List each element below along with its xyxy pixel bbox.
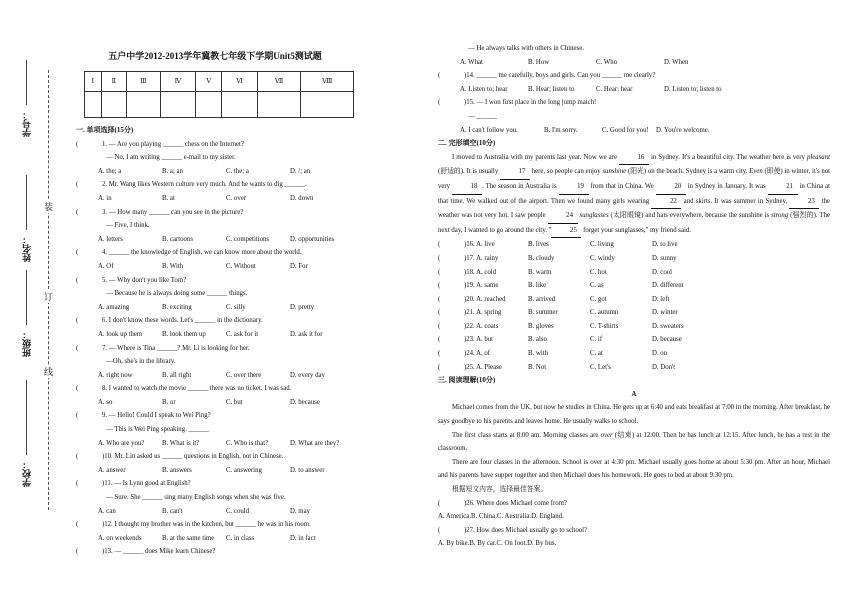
option[interactable]: B. How bbox=[528, 58, 550, 66]
answer-paren[interactable]: ( bbox=[76, 276, 79, 284]
cloze-question bbox=[438, 279, 830, 293]
cloze-question bbox=[438, 293, 830, 307]
option[interactable]: )23. A. but bbox=[464, 336, 494, 344]
score-header: Ⅵ bbox=[222, 72, 257, 92]
option[interactable]: A. so bbox=[98, 398, 113, 406]
option[interactable]: C. Hear; hear bbox=[596, 85, 633, 93]
option[interactable]: C. Who bbox=[596, 58, 618, 66]
option[interactable]: B. Hear; listen to bbox=[528, 85, 575, 93]
option[interactable]: D. to live bbox=[652, 241, 678, 249]
answer-paren[interactable]: ( bbox=[438, 363, 441, 371]
option[interactable]: )16. A. live bbox=[464, 241, 495, 249]
option[interactable]: )21. A. spring bbox=[464, 309, 502, 317]
score-cell[interactable] bbox=[301, 92, 354, 118]
option[interactable]: C. if bbox=[590, 336, 603, 344]
option[interactable]: D. every day bbox=[290, 371, 325, 379]
name-label: 姓名： bbox=[22, 235, 32, 262]
answer-paren[interactable]: ( bbox=[76, 480, 79, 488]
answer-paren[interactable]: ( bbox=[76, 385, 79, 393]
question-text: 9. — Hello! Could I speak to Wei Ping? bbox=[102, 412, 211, 420]
cloze-question bbox=[438, 306, 830, 320]
answer-paren[interactable]: ( bbox=[438, 295, 441, 303]
option[interactable]: D. different bbox=[652, 282, 684, 290]
question-stem bbox=[438, 497, 830, 511]
name-field[interactable] bbox=[26, 175, 27, 230]
text: . The season in Australia is bbox=[482, 182, 559, 190]
option[interactable]: C. hot bbox=[590, 268, 607, 276]
score-header: Ⅷ bbox=[301, 72, 354, 92]
option[interactable]: B. at bbox=[162, 194, 175, 202]
option[interactable]: A. By bike. bbox=[438, 540, 470, 548]
text: and skirts. It was summer in Sydney, bbox=[681, 197, 790, 205]
binding-margin bbox=[0, 0, 70, 608]
option[interactable]: C. over there bbox=[226, 371, 262, 379]
option[interactable]: B. warm bbox=[528, 268, 552, 276]
option[interactable]: D. By bus. bbox=[527, 540, 557, 548]
passage-label: A bbox=[631, 390, 637, 398]
option[interactable]: B. By car. bbox=[469, 540, 497, 548]
score-header: Ⅴ bbox=[195, 72, 222, 92]
question-follow: — He always talks with others in Chinese. bbox=[468, 45, 584, 52]
options-row bbox=[76, 505, 354, 519]
score-cell[interactable] bbox=[257, 92, 301, 118]
option[interactable]: A. in bbox=[98, 194, 112, 202]
option[interactable]: C. but bbox=[226, 398, 243, 406]
answer-paren[interactable]: ( bbox=[76, 344, 79, 352]
reading-paragraph: Michael comes from the UK, but now he studies in China. He gets up at 6:40 and eats breakfast at 7:00 in the morning. After breakfast, he says goodbye to his parents and leaves home. He usually walks to school. bbox=[438, 404, 830, 426]
option[interactable]: B. With bbox=[162, 262, 184, 270]
section-heading: 二. 完形填空(10分) bbox=[438, 139, 496, 148]
option[interactable]: B. cloudy bbox=[528, 254, 555, 262]
reading-paragraph: There are four classes in the afternoon. School is over at 4:30 pm. Michael usually goes home at about 5:30 pm. After an hour, Michael and his parents have supper together and then Michael does his homework. He goes to bed at about 9:30 pm. bbox=[438, 458, 830, 480]
question-follow: — ______ bbox=[468, 112, 497, 120]
option[interactable]: B. Not bbox=[528, 363, 547, 371]
option[interactable]: C. over bbox=[226, 194, 247, 202]
option[interactable]: )20. A. reached bbox=[464, 295, 506, 303]
answer-paren[interactable]: ( bbox=[438, 282, 441, 290]
bind-mark: 装 bbox=[44, 202, 54, 212]
question-follow: — Five, I think. bbox=[106, 222, 150, 230]
section-heading: 三. 阅读理解(10分) bbox=[438, 376, 496, 385]
option[interactable]: B. gloves bbox=[528, 322, 554, 330]
option[interactable]: A. look up them bbox=[98, 330, 143, 338]
option[interactable]: A. can bbox=[98, 507, 116, 515]
question-stem: ( )15. — I won first place in the long jump match! bbox=[438, 99, 597, 107]
answer-paren[interactable]: ( bbox=[438, 268, 441, 276]
option[interactable]: A. right now bbox=[98, 371, 133, 379]
question-stem bbox=[438, 524, 830, 538]
option[interactable]: B. with bbox=[528, 350, 549, 358]
blank-number: 24 bbox=[548, 209, 578, 224]
section1-questions bbox=[76, 138, 354, 559]
question-text: 7. — Where is Tina ______? Mr. Li is looking for her. bbox=[102, 344, 250, 352]
question-text: )11. — Is Lynn good at English? bbox=[102, 480, 191, 488]
option[interactable]: B. cartoons bbox=[162, 235, 193, 243]
score-header: Ⅱ bbox=[101, 72, 126, 92]
text: (阳光) on the beach. Sydney is a warm city. bbox=[626, 168, 750, 176]
section3-questions bbox=[438, 497, 830, 551]
score-header: Ⅲ bbox=[126, 72, 160, 92]
cloze-question bbox=[438, 347, 830, 361]
text: (太阳眼镜) and hats everywhere, because the sunshine is bbox=[608, 212, 772, 220]
answer-paren[interactable]: ( bbox=[438, 241, 441, 249]
answer-paren[interactable]: ( bbox=[438, 526, 441, 534]
options-row bbox=[76, 192, 354, 206]
option[interactable]: B. all right bbox=[162, 371, 192, 379]
text: from that in China. We bbox=[588, 182, 656, 190]
option[interactable]: D. because bbox=[290, 398, 320, 406]
text: (结束) at 12:00. Then he has lunch at 12:15. After lunch, he has a rest in the classroom. bbox=[438, 431, 830, 453]
options-row bbox=[76, 260, 354, 274]
option[interactable]: B. or bbox=[162, 398, 176, 406]
option[interactable]: D. sunny bbox=[652, 254, 677, 262]
school-field[interactable] bbox=[26, 380, 27, 455]
blank-number: 23 bbox=[789, 195, 819, 210]
option[interactable]: D. What are they? bbox=[290, 439, 340, 447]
blank-number: 19 bbox=[559, 180, 589, 195]
option[interactable]: D. on bbox=[652, 350, 668, 358]
answer-paren[interactable]: ( bbox=[76, 181, 79, 189]
score-cell[interactable] bbox=[195, 92, 222, 118]
option[interactable]: B. China. bbox=[471, 513, 497, 521]
option[interactable]: D. ask it for bbox=[290, 330, 323, 338]
school-label: 学校： bbox=[22, 460, 32, 487]
blank-number: 17 bbox=[500, 165, 530, 180]
option[interactable]: C. autumn bbox=[590, 309, 619, 317]
question-follow: — This is Wei Ping speaking. ______ bbox=[106, 426, 209, 434]
left-column bbox=[76, 0, 354, 559]
option[interactable]: A. What bbox=[460, 58, 483, 66]
answer-paren[interactable]: ( bbox=[76, 521, 79, 529]
question-stem bbox=[76, 314, 354, 328]
italic-word: sunshine bbox=[602, 168, 627, 176]
italic-word: strong bbox=[771, 212, 789, 220]
option[interactable]: B. look them up bbox=[162, 330, 206, 338]
answer-paren[interactable]: ( bbox=[76, 412, 79, 420]
question-text: 4. ______ the knowledge of English, we can know more about the world. bbox=[102, 249, 302, 257]
question-stem bbox=[76, 178, 354, 192]
options-row bbox=[438, 124, 830, 138]
answer-paren[interactable]: ( bbox=[438, 350, 441, 358]
text: (即使) in winter, it's not very bbox=[438, 168, 830, 190]
cloze-question bbox=[438, 361, 830, 375]
text: (强烈的). The next day, I wanted to go around the city. " bbox=[438, 212, 830, 234]
options-row bbox=[76, 532, 354, 546]
option[interactable]: C. On foot. bbox=[496, 540, 528, 548]
blank-number: 20 bbox=[656, 180, 686, 195]
answer-paren[interactable]: ( bbox=[438, 254, 441, 262]
class-field[interactable] bbox=[26, 270, 27, 325]
blank-number: 22 bbox=[651, 195, 681, 210]
option[interactable]: D. cool bbox=[652, 268, 673, 276]
bind-mark: 线 bbox=[44, 367, 54, 377]
option[interactable]: C. Who is that? bbox=[226, 439, 269, 447]
option[interactable]: C. Without bbox=[226, 262, 256, 270]
options-row bbox=[76, 464, 354, 478]
options-row bbox=[438, 56, 830, 70]
question-stem bbox=[76, 545, 354, 559]
option[interactable]: C. ask for it bbox=[226, 330, 259, 338]
option[interactable]: D. /; an bbox=[290, 167, 311, 175]
option[interactable]: D. left bbox=[652, 295, 670, 303]
italic-word: Even bbox=[749, 168, 763, 176]
text: I moved to Australia with my parents last year. Now we are bbox=[452, 153, 619, 161]
option[interactable]: C. Good for you! bbox=[602, 126, 649, 134]
section2-questions bbox=[438, 238, 830, 374]
blank-number: 18 bbox=[452, 180, 482, 195]
question-text: )14. ______ me carefully, boys and girls. Can you ______ me clearly? bbox=[464, 72, 656, 80]
option[interactable]: C. T-shirts bbox=[590, 322, 619, 330]
option[interactable]: C. the; a bbox=[226, 167, 249, 175]
text: in China at that time. We walked out of the airport. Then we found many girls wearing bbox=[438, 182, 831, 205]
question-stem bbox=[76, 274, 354, 288]
options-row bbox=[76, 233, 354, 247]
option[interactable]: D. winter bbox=[652, 309, 678, 317]
blank-number: 16 bbox=[619, 151, 649, 166]
question-text: )15. — I won first place in the long jump match! bbox=[464, 99, 597, 107]
cloze-question bbox=[438, 238, 830, 252]
question-stem bbox=[76, 138, 354, 152]
answer-paren[interactable]: ( bbox=[76, 249, 79, 257]
option[interactable]: C. answering bbox=[226, 466, 262, 474]
score-cell[interactable] bbox=[101, 92, 126, 118]
question-text: 2. Mr. Wang likes Western culture very much. And he wants to dig ______. bbox=[102, 181, 307, 189]
text: The first class starts at 8:00 am. Morning classes are bbox=[452, 431, 601, 439]
score-table bbox=[84, 71, 354, 118]
blank-number: 25 bbox=[551, 224, 581, 239]
question-stem bbox=[76, 477, 354, 491]
option[interactable]: A. I can't follow you. bbox=[460, 126, 518, 134]
option[interactable]: A. letters bbox=[98, 235, 123, 243]
options-row bbox=[76, 165, 354, 179]
question-stem bbox=[76, 382, 354, 396]
italic-word: sunglasses bbox=[579, 212, 609, 220]
text: forget your sunglasses," my friend said. bbox=[581, 226, 691, 234]
option[interactable]: A. answer bbox=[98, 466, 126, 474]
question-text: 1. — Are you playing ______ chess on the Internet? bbox=[102, 140, 244, 148]
options-row bbox=[76, 301, 354, 315]
option[interactable]: C. silly bbox=[226, 303, 246, 311]
answer-paren[interactable]: ( bbox=[438, 309, 441, 317]
options-row bbox=[438, 510, 830, 524]
option[interactable]: D. For bbox=[290, 262, 308, 270]
option[interactable]: B. I'm sorry. bbox=[544, 126, 578, 134]
option[interactable]: B. lives bbox=[528, 241, 549, 249]
cloze-question bbox=[438, 252, 830, 266]
question-stem: ( )14. ______ me carefully, boys and girls. Can you ______ me clearly? bbox=[438, 72, 656, 80]
option[interactable]: B. What is it? bbox=[162, 439, 200, 447]
question-stem bbox=[76, 206, 354, 220]
question-text: )27. How does Michael usually go to school? bbox=[464, 526, 588, 534]
options-row bbox=[76, 437, 354, 451]
option[interactable]: D. may bbox=[290, 507, 311, 515]
options-row bbox=[76, 369, 354, 383]
option[interactable]: D. England. bbox=[531, 513, 564, 521]
score-cell[interactable] bbox=[126, 92, 160, 118]
cloze-question bbox=[438, 333, 830, 347]
option[interactable]: D. When bbox=[664, 58, 689, 66]
bind-mark: 订 bbox=[44, 292, 54, 302]
option[interactable]: D. You're welcome. bbox=[656, 126, 710, 134]
option[interactable]: C. at bbox=[590, 350, 603, 358]
score-header: Ⅶ bbox=[257, 72, 301, 92]
instruction: 根据短文内容，选择最佳答案。 bbox=[452, 486, 548, 493]
option[interactable]: A. Who are you? bbox=[98, 439, 145, 447]
option[interactable]: B. at the same time bbox=[162, 534, 215, 542]
option[interactable]: D. to answer bbox=[290, 466, 325, 474]
option[interactable]: B. a; an bbox=[162, 167, 183, 175]
question-text: 6. I don't know these words. Let's ______ in the dictionary. bbox=[102, 317, 263, 325]
option[interactable]: D. because bbox=[652, 336, 682, 344]
score-cell[interactable] bbox=[160, 92, 195, 118]
option[interactable]: )24. A. of bbox=[464, 350, 491, 358]
question-follow: — Because he is always doing some ______ things. bbox=[106, 290, 248, 298]
text: the weather was not very hot. I saw people bbox=[438, 197, 831, 220]
question-text: 8. I wanted to watch the movie ______ there was no ticket. I was sad. bbox=[102, 385, 292, 393]
option[interactable]: C. could bbox=[226, 507, 250, 515]
question-text: 5. — Why don't you like Tom? bbox=[102, 276, 187, 284]
question-stem bbox=[76, 409, 354, 423]
option[interactable]: D. sweaters bbox=[652, 322, 684, 330]
option[interactable]: B. can't bbox=[162, 507, 183, 515]
option[interactable]: C. competitions bbox=[226, 235, 270, 243]
option[interactable]: A. Listen to; hear bbox=[460, 85, 508, 93]
answer-paren[interactable]: ( bbox=[76, 208, 79, 216]
text: over bbox=[600, 431, 613, 439]
options-row bbox=[438, 83, 830, 97]
option[interactable]: C. as bbox=[590, 282, 604, 290]
option[interactable]: )22. A. coats bbox=[464, 322, 499, 330]
option[interactable]: D. opportunities bbox=[290, 235, 335, 243]
option[interactable]: )19. A. same bbox=[464, 282, 499, 290]
option[interactable]: C. Let's bbox=[590, 363, 611, 371]
italic-word: pleasant bbox=[806, 153, 830, 161]
option[interactable]: D. Listen to; listen to bbox=[664, 85, 722, 93]
question-text: 3. — How many ______ can you see in the picture? bbox=[102, 208, 244, 216]
option[interactable]: A. on weekends bbox=[98, 534, 142, 542]
reading-paragraph bbox=[438, 429, 830, 456]
options-row bbox=[438, 537, 830, 551]
blank-number: 21 bbox=[768, 180, 798, 195]
option[interactable]: B. summer bbox=[528, 309, 558, 317]
answer-paren[interactable]: ( bbox=[438, 322, 441, 330]
option[interactable]: B. also bbox=[528, 336, 547, 344]
option[interactable]: A. America. bbox=[438, 513, 472, 521]
option[interactable]: A. Of bbox=[98, 262, 114, 270]
option[interactable]: )18. A. cold bbox=[464, 268, 497, 276]
option[interactable]: )17. A. rainy bbox=[464, 254, 499, 262]
option[interactable]: C. living bbox=[590, 241, 614, 249]
question-stem bbox=[76, 518, 354, 532]
question-stem bbox=[76, 450, 354, 464]
question-follow: — Sure. She ______ sing many English songs when she was five. bbox=[106, 494, 286, 502]
score-header: Ⅰ bbox=[85, 72, 102, 92]
question-stem bbox=[76, 246, 354, 260]
score-cell[interactable] bbox=[85, 92, 102, 118]
page-title: 五户中学2012-2013学年冀教七年级下学期Unit5测试题 bbox=[108, 51, 322, 61]
answer-paren[interactable]: ( bbox=[438, 336, 441, 344]
text: in Sydney. It's a beautiful city. The weather here is very bbox=[649, 153, 807, 161]
option[interactable]: A. the; a bbox=[98, 167, 122, 175]
question-text: )13. — ______ does Mike learn Chinese? bbox=[102, 548, 216, 556]
option[interactable]: D. down bbox=[290, 194, 314, 202]
option[interactable]: B. exciting bbox=[162, 303, 192, 311]
answer-paren[interactable]: ( bbox=[76, 548, 79, 556]
option[interactable]: C. got bbox=[590, 295, 607, 303]
text: here, so people can enjoy bbox=[529, 168, 603, 176]
class-label: 班级： bbox=[22, 330, 32, 357]
option[interactable]: B. arrived bbox=[528, 295, 556, 303]
answer-paren[interactable]: ( bbox=[438, 499, 441, 507]
answer-paren[interactable]: ( bbox=[76, 140, 79, 148]
option[interactable]: D. Don't bbox=[652, 363, 676, 371]
question-follow: — No, I am writing ______ e-mail to my sister. bbox=[106, 154, 236, 162]
option[interactable]: C. in class bbox=[226, 534, 255, 542]
section-heading: 一. 单项选择(15分) bbox=[76, 126, 134, 134]
answer-paren[interactable]: ( bbox=[76, 317, 79, 325]
cloze-question bbox=[438, 266, 830, 280]
option[interactable]: C. windy bbox=[590, 254, 615, 262]
right-column bbox=[438, 0, 830, 551]
question-text: )12. I thought my brother was in the kitchen, but ______ he was in his room. bbox=[102, 521, 311, 529]
question-text: )10. Mr. Lin asked us ______ questions in English, not in Chinese. bbox=[102, 453, 284, 461]
question-text: )26. Where does Michael come from? bbox=[464, 499, 567, 507]
option[interactable]: D. in fact bbox=[290, 534, 316, 542]
question-follow: —Oh, she's in the library. bbox=[106, 358, 176, 366]
score-header: Ⅳ bbox=[160, 72, 195, 92]
option[interactable]: B. answers bbox=[162, 466, 192, 474]
option[interactable]: C. Australia. bbox=[496, 513, 532, 521]
option[interactable]: D. pretty bbox=[290, 303, 315, 311]
text: in Sydney in January. It was bbox=[685, 182, 768, 190]
cloze-passage bbox=[438, 151, 830, 239]
student-id-label: 学号： bbox=[22, 110, 32, 137]
option[interactable]: B. like bbox=[528, 282, 547, 290]
text: (舒适的). It is usually bbox=[438, 168, 500, 176]
options-row bbox=[76, 328, 354, 342]
options-row bbox=[76, 396, 354, 410]
cloze-question bbox=[438, 320, 830, 334]
answer-paren[interactable]: ( bbox=[76, 453, 79, 461]
option[interactable]: )25. A. Please bbox=[464, 363, 502, 371]
student-id-field[interactable] bbox=[26, 60, 27, 105]
option[interactable]: A. amazing bbox=[98, 303, 130, 311]
score-cell[interactable] bbox=[222, 92, 257, 118]
question-stem bbox=[76, 342, 354, 356]
